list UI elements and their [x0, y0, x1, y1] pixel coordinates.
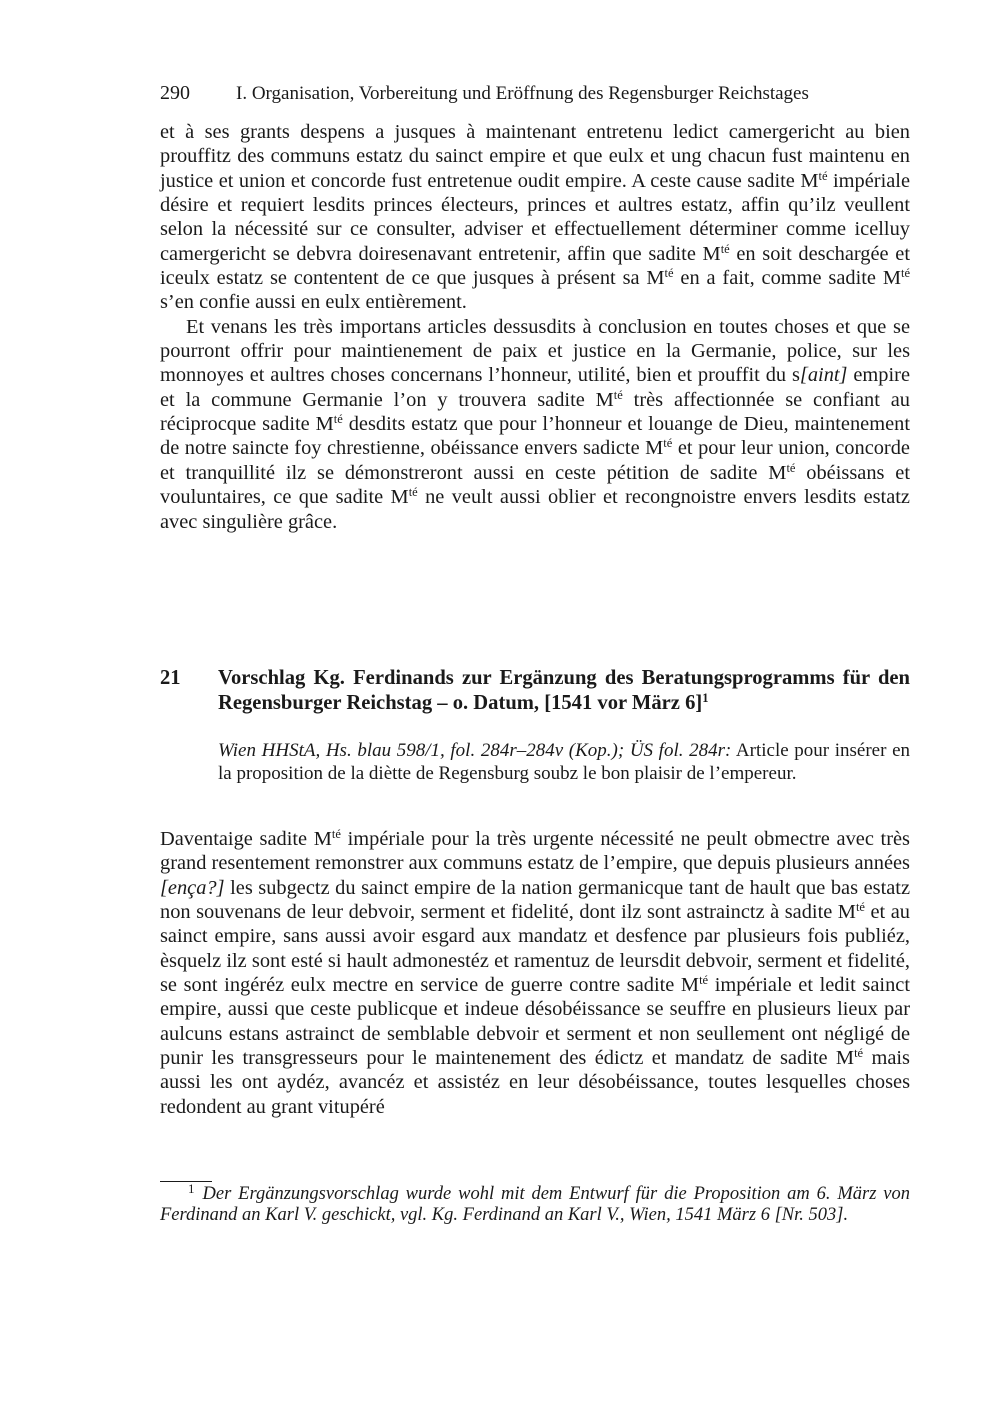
superscript-abbrev: té — [699, 973, 709, 988]
paragraph: et à ses grants despens a jusques à maintenant entretenu ledict camergericht au bien prouffitz des communs estatz du sainct empire et que eulx et ung chacun fust maintenu en justice et union et concorde fust entretenue oudit empire. A ceste cause sadite $M^{té}$ impériale désire et requiert lesdits princes électeurs, princes et aultres estatz, affin qu’ilz veullent selon la nécessité sur ce consulter, adviser et effectuellement déterminer comme icelluy camergericht se debvra doiresenavant entretenir, affin que sadite $M^{té}$ en soit deschargée et iceulx estatz se contentent de ce que jusques à présent sa $M^{té}$ en a fait, comme sadite $M^{té}$ s’en confie aussi en eulx entièrement. — [160, 121, 910, 314]
editorial-insertion: [aint] — [799, 364, 848, 387]
superscript-abbrev: té — [664, 266, 674, 281]
body-text-document — [160, 827, 910, 1119]
source-citation: Wien HHStA, Hs. blau 598/1, fol. 284r–284v (Kop.); ÜS fol. 284r: — [218, 740, 732, 761]
superscript-abbrev: té — [786, 460, 796, 475]
superscript-abbrev: té — [663, 436, 673, 451]
superscript-abbrev: té — [855, 900, 865, 915]
superscript-abbrev: té — [854, 1046, 864, 1061]
running-head-title: I. Organisation, Vorbereitung und Eröffnung des Regensburger Reichstages — [236, 83, 809, 104]
superscript-abbrev: té — [818, 168, 828, 183]
body-text-continued — [160, 120, 910, 534]
source-note — [218, 740, 910, 785]
document-number: 21 — [160, 667, 181, 689]
superscript-abbrev: té — [900, 266, 910, 281]
source-summary: Article pour insérer en la proposition de la diètte de Regensburg soubz le bon plaisir de l’empereur. — [218, 740, 911, 784]
footnote-text: Der Ergänzungsvorschlag wurde wohl mit dem Entwurf für die Proposition am 6. März von Ferdinand an Karl V. geschickt, vgl. Kg. Ferdinand an Karl V., Wien, 1541 März 6 [Nr. 503]. — [160, 1184, 910, 1225]
footnote-divider — [160, 1181, 212, 1182]
superscript-abbrev: té — [720, 241, 730, 256]
superscript-abbrev: té — [613, 387, 623, 402]
footnote-mark: 1 — [188, 1180, 195, 1196]
footnote — [160, 1180, 910, 1225]
page-number: 290 — [160, 82, 190, 104]
paragraph: Et venans les très importans articles dessusdits à conclusion en toutes choses et que se pourront offrir pour maintienement de paix et justice en la Germanie, police, sur les monnoyes et aultres choses concernans l’honneur, utilité, bien et prouffit du s[aint] empire et la commune Germanie l’on y trouvera sadite $M^{té}$ très affectionnée se confiant au réciprocque sadite $M^{té}$ desdits estatz que pour l’honneur et louange de Dieu, maintenement de notre saincte foy chrestienne, obéissance envers sadicte $M^{té}$ et pour leur union, concorde et tranquillité ilz se démonstreront aussi en ceste pétition de sadite $M^{té}$ obéissans et vouluntaires, ce que sadite $M^{té}$ ne veult aussi oblier et recongnoistre envers lesdits estatz avec singulière grâce. — [160, 315, 910, 533]
document-title: Vorschlag Kg. Ferdinands zur Ergänzung des Beratungsprogramms für den Regensburger Reichstag – o. Datum, [1541 vor März 6]$^1$ — [218, 667, 910, 714]
superscript-abbrev: té — [331, 827, 341, 842]
superscript-abbrev: té — [333, 412, 343, 427]
superscript-abbrev: té — [408, 485, 418, 500]
running-head — [160, 80, 910, 107]
editorial-insertion: [ença?] — [160, 876, 225, 899]
document-heading — [160, 666, 910, 715]
footnote-reference[interactable]: 1 — [702, 690, 709, 705]
paragraph: Daventaige sadite $M^{té}$ impériale pour la très urgente nécessité ne peult obmectre avec très grand resentement remonstrer aux communs estatz de l’empire, que depuis plusieurs années [ença?] les subgectz du sainct empire de la nation germanicque tant de hault que bas estatz non souvenans de leur debvoir, serment et fidelité, dont ilz sont astrainctz à sadite $M^{té}$ et au sainct empire, sans aussi avoir esgard aux mandatz et desfence par plusieurs fois publiéz, èsquelz ilz sont esté si hault admonestéz et ramentuz de leursdit debvoir, serment et fidelité, se sont ingéréz eulx mectre en service de guerre contre sadite $M^{té}$ impériale et ledit sainct empire, aussi que ceste publicque et indeue désobéissance se seuffre en plusieurs lieux par aulcuns estans astrainct de semblable debvoir et serment et non seullement ont négligé de punir les transgresseurs pour le maintenement des édictz et mandatz de sadite $M^{té}$ mais aussi les ont aydéz, avancéz et assistéz en leur désobéissance, toutes lesquelles choses redondent au grant vitupéré — [160, 827, 910, 1118]
